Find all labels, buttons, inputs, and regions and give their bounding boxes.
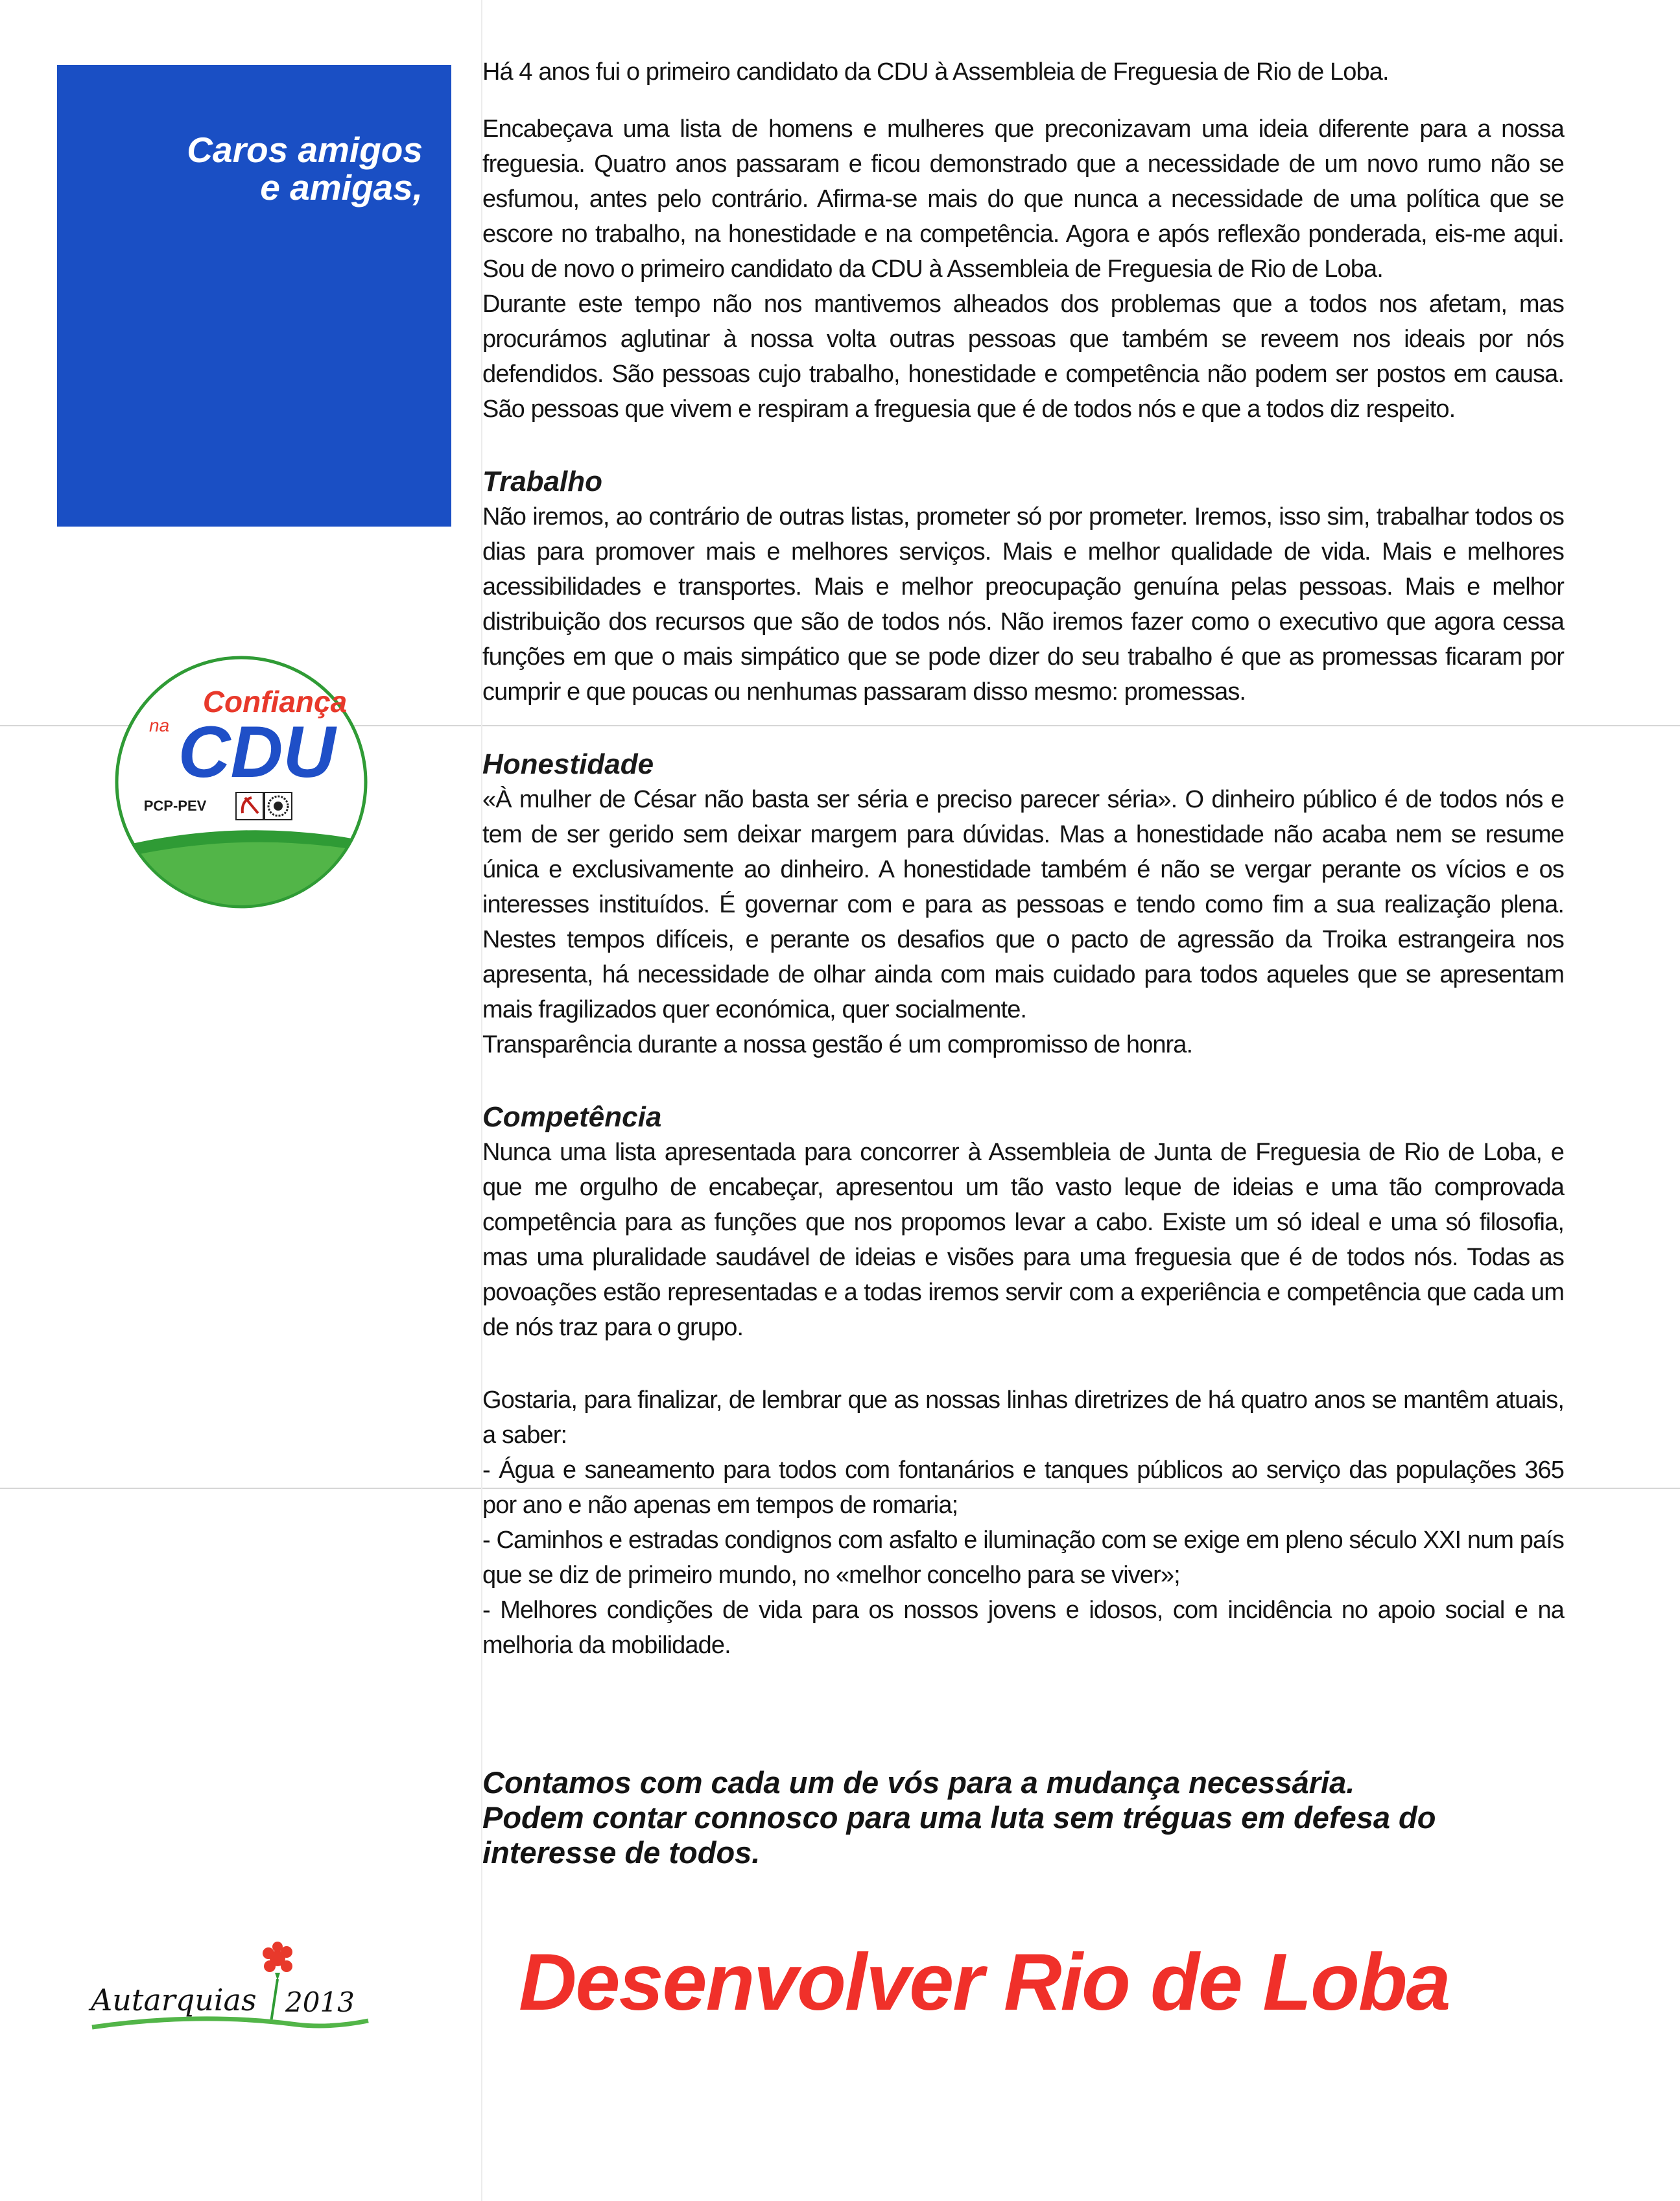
competencia-paragraph: Nunca uma lista apresentada para concorrer à Assembleia de Junta de Freguesia de Rio de Loba, e que me orgulho de encabeçar, apresentou um tão vasto leque de ideias e uma tão comprovada competência para as funções que nos propomos levar a cabo. Existe um só ideal e uma só filosofia, mas uma pluralidade saudável de ideias e visões para uma freguesia que é de todos nós. Todas as povoações estão representadas e a todas iremos servir com a experiência e competência que cada um de nós traz para o grupo. bbox=[482, 1139, 1564, 1341]
heading-honestidade: Honestidade bbox=[482, 748, 654, 780]
autarquias-text: Autarquias bbox=[91, 1982, 257, 2017]
logo-na-text: na bbox=[149, 715, 170, 735]
guidelines-intro: Gostaria, para finalizar, de lembrar que as nossas linhas diretrizes de há quatro anos se mantêm atuais, a saber: bbox=[482, 1386, 1564, 1449]
logo-cdu-text: CDU bbox=[178, 711, 336, 792]
cdu-logo bbox=[113, 654, 370, 910]
heading-trabalho: Trabalho bbox=[482, 466, 603, 497]
hammer-sickle-icon bbox=[236, 792, 263, 820]
honestidade-paragraph: «À mulher de César não basta ser séria e preciso parecer séria». O dinheiro público é de todos nós e tem de ser gerido sem deixar margem para dúvidas. Mas a honestidade não acaba nem se resume única e exclusivamente ao dinheiro. A honestidade também é não se vergar perante os vícios e os interesses instituídos. É governar com e para as pessoas e tendo como fim a sua realização plena. Nestes tempos difíceis, e perante os desafios que o pacto de agressão da Troika estrangeira nos apresenta, há necessidade de olhar ainda com mais cuidado para todos aqueles que se apresentam mais fragilizados quer económica, quer socialmente. bbox=[482, 786, 1564, 1023]
greeting-line-2: e amigas, bbox=[260, 167, 423, 208]
heading-competencia: Competência bbox=[482, 1101, 662, 1133]
guideline-item-3: - Melhores condições de vida para os nossos jovens e idosos, com incidência no apoio social e na melhoria da mobilidade. bbox=[482, 1597, 1564, 1659]
greeting-text bbox=[187, 131, 423, 206]
intro-paragraph-2: Encabeçava uma lista de homens e mulheres que preconizavam uma ideia diferente para a nossa freguesia. Quatro anos passaram e ficou demonstrado que a necessidade de um novo rumo não se esfumou, antes pelo contrário. Afirma-se mais do que nunca a necessidade de uma política que se escore no trabalho, na honestidade e na competência. Agora e após reflexão ponderada, eis-me aqui. Sou de novo o primeiro candidato da CDU à Assembleia de Freguesia de Rio de Loba. bbox=[482, 115, 1564, 283]
honestidade-paragraph-2: Transparência durante a nossa gestão é um compromisso de honra. bbox=[482, 1031, 1193, 1058]
greeting-line-1: Caros amigos bbox=[187, 130, 423, 170]
autarquias-2013-logo bbox=[83, 1939, 381, 2043]
intro-paragraph-3: Durante este tempo não nos mantivemos alheados dos problemas que a todos nos afetam, mas procurámos aglutinar à nossa volta outras pessoas que também se reveem nos ideais por nós defendidos. São pessoas cujo trabalho, honestidade e competência não podem ser postos em causa. São pessoas que vivem e respiram a freguesia que é de todos nós e que a todos diz respeito. bbox=[482, 291, 1564, 423]
closing-statement bbox=[482, 1765, 1572, 1870]
letter-body bbox=[482, 54, 1564, 1663]
campaign-slogan: Desenvolver Rio de Loba bbox=[519, 1938, 1450, 2027]
logo-confianca-text: Confiança bbox=[202, 685, 348, 719]
intro-paragraph-1: Há 4 anos fui o primeiro candidato da CDU à Assembleia de Freguesia de Rio de Loba. bbox=[482, 58, 1389, 86]
guideline-item-1: - Água e saneamento para todos com fontanários e tanques públicos ao serviço das populações 365 por ano e não apenas em tempos de romaria; bbox=[482, 1457, 1564, 1519]
guideline-item-2: - Caminhos e estradas condignos com asfalto e iluminação com se exige em pleno século XXI num país que se diz de primeiro mundo, no «melhor concelho para se viver»; bbox=[482, 1527, 1564, 1589]
closing-line-2: Podem contar connosco para uma luta sem tréguas em defesa do interesse de todos. bbox=[482, 1800, 1436, 1870]
closing-line-1: Contamos com cada um de vós para a mudança necessária. bbox=[482, 1765, 1355, 1800]
trabalho-paragraph: Não iremos, ao contrário de outras listas, prometer só por prometer. Iremos, isso sim, trabalhar todos os dias para promover mais e melhores serviços. Mais e melhor qualidade de vida. Mais e melhores acessibilidades e transportes. Mais e melhor preocupação genuína pelas pessoas. Mais e melhor distribuição dos recursos que são de todos nós. Não iremos fazer como o executivo que agora cessa funções em que o mais simpático que se pode dizer do seu trabalho é que as promessas ficaram por cumprir e que poucas ou nenhumas passaram disso mesmo: promessas. bbox=[482, 503, 1564, 706]
greeting-box bbox=[57, 65, 451, 527]
autarquias-year: 2013 bbox=[285, 1986, 355, 2018]
logo-coalition-text: PCP-PEV bbox=[143, 798, 207, 814]
sunflower-icon bbox=[265, 792, 292, 820]
